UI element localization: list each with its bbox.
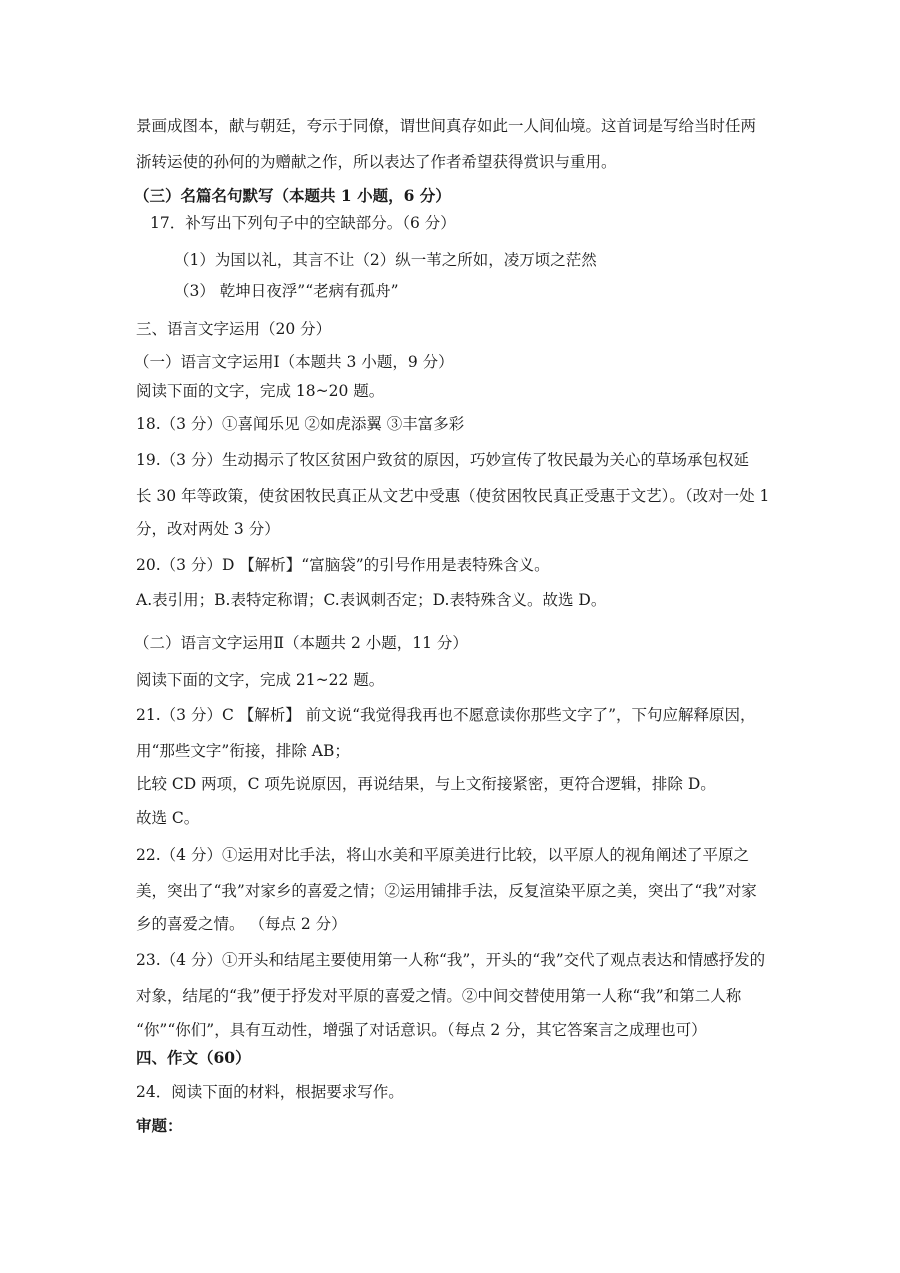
subsection-1-instruction: 阅读下面的文字，完成 18~20 题。 (136, 382, 385, 400)
section-3-title: （三）名篇名句默写（本题共 1 小题，6 分） (134, 186, 451, 205)
question-17: 17．补写出下列句子中的空缺部分。（6 分） (150, 214, 456, 232)
question-21-line-3: 比较 CD 两项，C 项先说原因，再说结果，与上文衔接紧密，更符合逻辑，排除 D。 (136, 775, 716, 793)
question-18: 18.（3 分）①喜闻乐见 ②如虎添翼 ③丰富多彩 (136, 415, 465, 433)
review-label: 审题： (136, 1116, 183, 1135)
intro-line-2: 浙转运使的孙何的为赠献之作，所以表达了作者希望获得赏识与重用。 (136, 153, 617, 171)
question-21-line-2: 用“那些文字”衔接，排除 AB； (136, 742, 350, 760)
question-19-line-1: 19.（3 分）生动揭示了牧区贫困户致贫的原因，巧妙宣传了牧民最为关心的草场承包权延 (136, 451, 749, 469)
subsection-2-instruction: 阅读下面的文字，完成 21~22 题。 (136, 671, 385, 689)
question-19-line-2: 长 30 年等政策，使贫困牧民真正从文艺中受惠（使贫困牧民真正受惠于文艺）。（改对一处 1 (136, 487, 770, 505)
question-17-answer-1: （1）为国以礼，其言不让（2）纵一苇之所如，凌万顷之茫然 (174, 251, 597, 269)
question-20-options: A.表引用；B.表特定称谓；C.表讽刺否定；D.表特殊含义。故选 D。 (136, 591, 607, 609)
question-20: 20.（3 分）D 【解析】“富脑袋”的引号作用是表特殊含义。 (136, 556, 550, 574)
question-17-answer-3: （3） 乾坤日夜浮”“老病有孤舟” (174, 282, 399, 300)
question-24: 24．阅读下面的材料，根据要求写作。 (136, 1083, 404, 1101)
question-23-line-1: 23.（4 分）①开头和结尾主要使用第一人称“我”，开头的“我”交代了观点表达和情感抒发的 (136, 951, 766, 969)
question-22-line-3: 乡的喜爱之情。 （每点 2 分） (136, 915, 347, 933)
question-22-line-2: 美，突出了“我”对家乡的喜爱之情；②运用铺排手法，反复渲染平原之美，突出了“我”对家 (136, 882, 757, 900)
intro-line-1: 景画成图本，献与朝廷，夸示于同僚，谓世间真存如此一人间仙境。这首词是写给当时任两 (136, 117, 757, 135)
part-3-title: 三、语言文字运用（20 分） (136, 320, 332, 338)
subsection-1-title: （一）语言文字运用Ⅰ（本题共 3 小题，9 分） (134, 353, 454, 371)
question-22-line-1: 22.（4 分）①运用对比手法，将山水美和平原美进行比较，以平原人的视角阐述了平原之 (136, 846, 749, 864)
question-23-line-3: “你”“你们”，具有互动性，增强了对话意识。（每点 2 分，其它答案言之成理也可） (136, 1021, 707, 1039)
question-23-line-2: 对象，结尾的“我”便于抒发对平原的喜爱之情。②中间交替使用第一人称“我”和第二人称 (136, 987, 742, 1005)
question-21-line-4: 故选 C。 (136, 809, 200, 827)
question-19-line-3: 分，改对两处 3 分） (136, 520, 280, 538)
question-21-line-1: 21.（3 分）C 【解析】 前文说“我觉得我再也不愿意读你那些文字了”，下句应解释原因， (136, 706, 756, 724)
part-4-title: 四、作文（60） (136, 1048, 251, 1067)
subsection-2-title: （二）语言文字运用Ⅱ（本题共 2 小题，11 分） (134, 634, 468, 652)
